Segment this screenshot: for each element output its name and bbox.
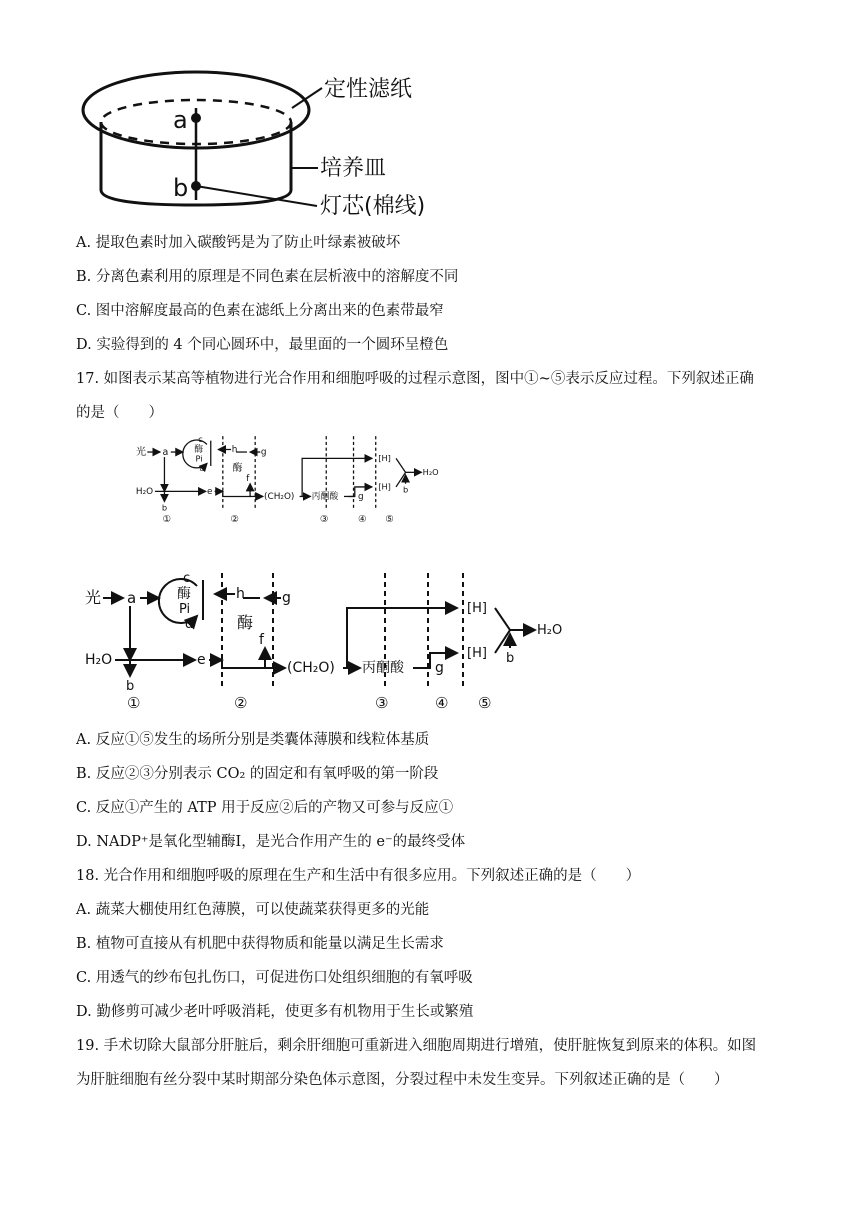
point-a-label: a xyxy=(173,106,188,134)
label-h-upper: [H] xyxy=(378,452,391,463)
merge-lines xyxy=(495,608,510,653)
label-d: d xyxy=(199,463,205,474)
label-filter-paper: 定性滤纸 xyxy=(324,77,413,102)
process-diagram-large xyxy=(85,568,563,713)
label-b-2: b xyxy=(403,484,409,495)
q18-option-c: C. 用透气的纱布包扎伤口，可促进伤口处组织细胞的有氧呼吸 xyxy=(76,970,473,986)
label-light: 光 xyxy=(85,588,102,607)
stage-2: ② xyxy=(230,513,239,525)
label-g-1: g xyxy=(260,447,267,458)
stage-5: ⑤ xyxy=(385,513,394,525)
label-f: f xyxy=(259,632,264,648)
q16-option-a: A. 提取色素时加入碳酸钙是为了防止叶绿素被破坏 xyxy=(76,235,401,251)
q19-stem-line2: 为肝脏细胞有丝分裂中某时期部分染色体示意图，分裂过程中未发生变异。下列叙述正确的是（ ） xyxy=(76,1072,729,1088)
q18-option-b: B. 植物可直接从有机肥中获得物质和能量以满足生长需求 xyxy=(76,936,444,952)
q19-stem-line1: 19. 手术切除大鼠部分肝脏后，剩余肝细胞可重新进入细胞周期进行增殖，使肝脏恢复到原来的体积。如图 xyxy=(76,1038,757,1054)
stage-4: ④ xyxy=(435,694,449,712)
q18-stem: 18. 光合作用和细胞呼吸的原理在生产和生活中有很多应用。下列叙述正确的是（ ） xyxy=(76,868,641,884)
label-pi: Pi xyxy=(179,602,191,617)
label-h-lower: [H] xyxy=(467,646,487,661)
label-h: h xyxy=(231,445,238,456)
label-pi: Pi xyxy=(195,453,203,464)
stage-3: ③ xyxy=(319,513,329,525)
label-c: c xyxy=(183,571,191,586)
label-ch2o: (CH₂O) xyxy=(264,491,295,502)
label-f: f xyxy=(246,474,250,485)
label-a: a xyxy=(127,589,137,607)
label-e: e xyxy=(206,486,213,497)
label-b-2: b xyxy=(506,651,515,666)
label-h: h xyxy=(236,586,245,602)
stage-1: ① xyxy=(127,694,141,712)
q16-option-b: B. 分离色素利用的原理是不同色素在层析液中的溶解度不同 xyxy=(76,269,459,285)
label-b-1: b xyxy=(126,679,135,694)
q17-option-b: B. 反应②③分别表示 CO₂ 的固定和有氧呼吸的第一阶段 xyxy=(76,766,439,782)
arrow-to-h1 xyxy=(347,608,457,668)
point-a-dot xyxy=(191,113,201,123)
label-enzyme-2: 酶 xyxy=(232,463,243,475)
label-h2o-out: H₂O xyxy=(422,466,439,477)
label-a: a xyxy=(162,447,169,459)
label-h2o: H₂O xyxy=(85,652,113,668)
point-b-label: b xyxy=(173,174,189,202)
stage-4: ④ xyxy=(357,513,367,525)
label-petri-dish: 培养皿 xyxy=(320,156,387,181)
stage-2: ② xyxy=(234,694,248,712)
label-h2o: H₂O xyxy=(135,486,154,497)
label-h-lower: [H] xyxy=(378,481,391,492)
label-enzyme-1: 酶 xyxy=(194,445,204,456)
q18-option-d: D. 勤修剪可减少老叶呼吸消耗，使更多有机物用于生长或繁殖 xyxy=(76,1004,474,1020)
label-d: d xyxy=(185,617,194,632)
q17-option-c: C. 反应①产生的 ATP 用于反应②后的产物又可参与反应① xyxy=(76,800,454,816)
q17-stem-line2: 的是（ ） xyxy=(76,405,163,421)
q18-option-a: A. 蔬菜大棚使用红色薄膜，可以使蔬菜获得更多的光能 xyxy=(76,902,430,918)
label-light: 光 xyxy=(135,447,147,459)
chromatography-dish-figure xyxy=(70,60,430,225)
q16-option-c: C. 图中溶解度最高的色素在滤纸上分离出来的色素带最窄 xyxy=(76,303,444,319)
q17-option-d: D. NADP⁺是氧化型辅酶Ⅰ，是光合作用产生的 e⁻的最终受体 xyxy=(76,834,466,850)
label-c: c xyxy=(198,433,203,444)
merge-lines xyxy=(396,458,406,487)
label-h-upper: [H] xyxy=(467,601,487,616)
label-pyruvate: 丙酮酸 xyxy=(311,491,339,502)
label-e: e xyxy=(197,652,206,668)
stage-3: ③ xyxy=(375,694,389,712)
label-pyruvate: 丙酮酸 xyxy=(362,660,404,676)
q16-option-d: D. 实验得到的 4 个同心圆环中，最里面的一个圆环呈橙色 xyxy=(76,337,449,353)
label-wick: 灯芯(棉线) xyxy=(320,194,426,219)
process-diagram-small xyxy=(85,433,485,525)
label-h2o-out: H₂O xyxy=(537,623,563,638)
arrow-to-h1 xyxy=(302,458,372,496)
label-enzyme-1: 酶 xyxy=(177,586,191,602)
label-g-2: g xyxy=(435,660,444,676)
stage-5: ⑤ xyxy=(478,694,492,712)
label-enzyme-2: 酶 xyxy=(237,613,254,632)
arrow-to-f xyxy=(223,484,250,497)
label-ch2o: (CH₂O) xyxy=(287,660,335,676)
arrow-to-f xyxy=(222,648,265,668)
q17-stem-line1: 17. 如图表示某高等植物进行光合作用和细胞呼吸的过程示意图，图中①~⑤表示反应过程。下列叙述正确 xyxy=(76,371,754,387)
label-g-1: g xyxy=(282,590,291,606)
stage-1: ① xyxy=(162,513,172,525)
label-b-1: b xyxy=(161,502,168,513)
q17-option-a: A. 反应①⑤发生的场所分别是类囊体薄膜和线粒体基质 xyxy=(76,732,430,748)
label-g-2: g xyxy=(357,491,364,502)
